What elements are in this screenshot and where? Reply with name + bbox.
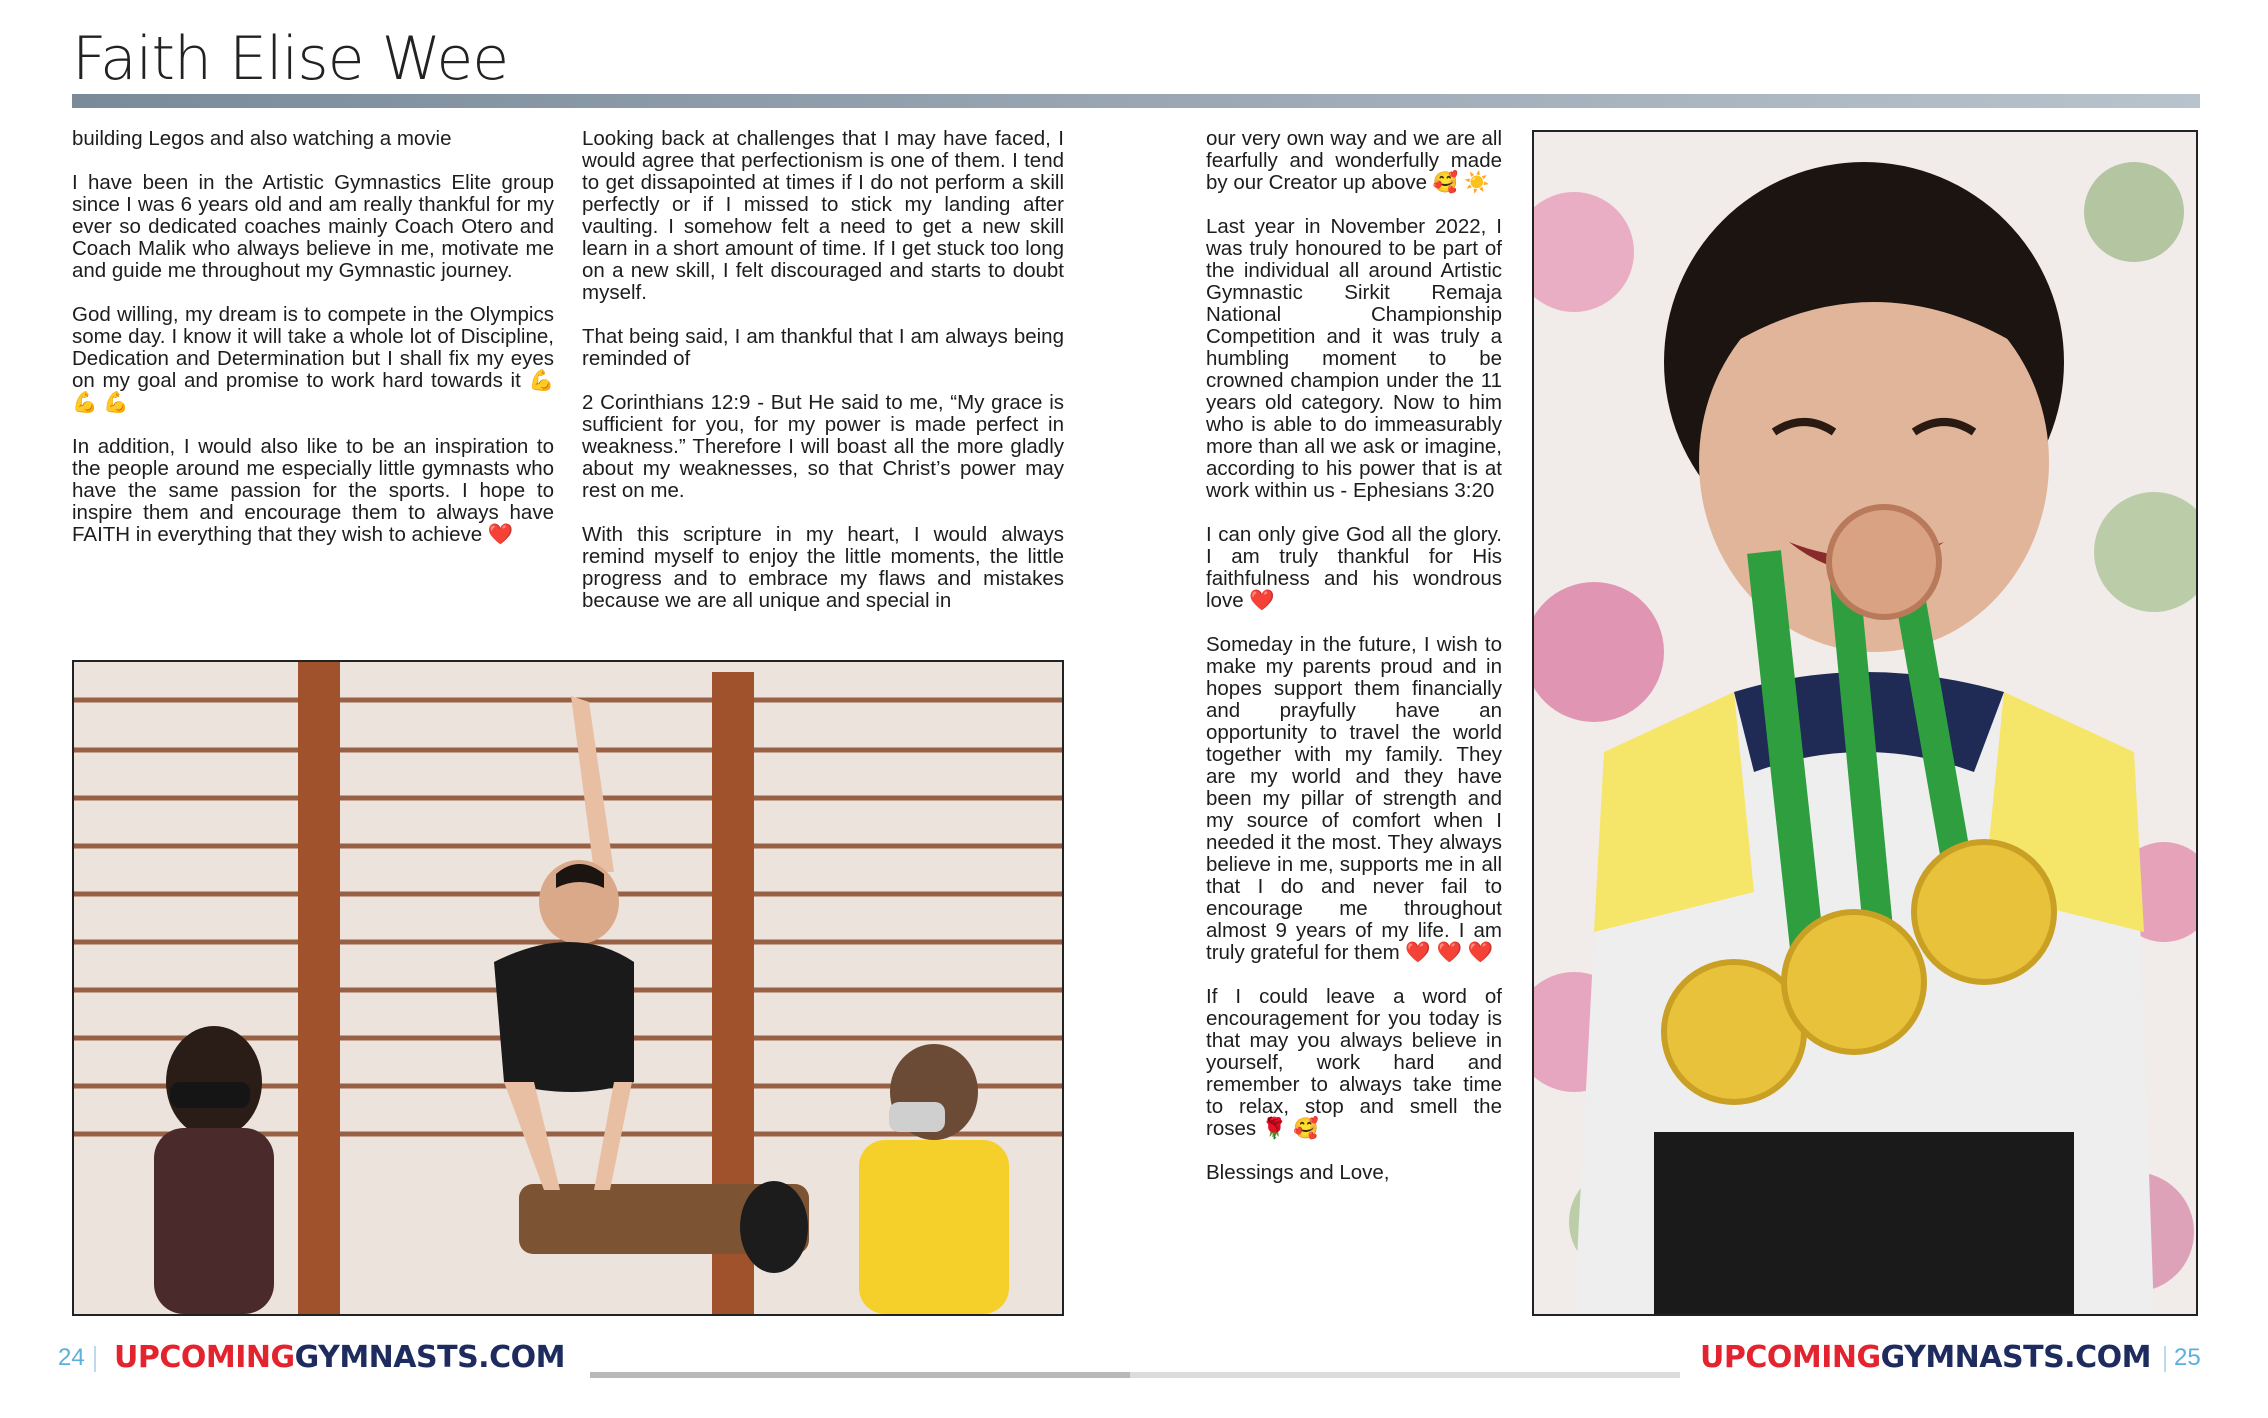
brand-part-gymnasts: GYMNASTS.COM (294, 1340, 565, 1375)
paragraph: 2 Corinthians 12:9 - But He said to me, “My grace is sufficient for you, for my power is made perfect in weakness.” Therefore I will boast all the more gladly about my weaknesses, so that Christ’s power may rest on me. (582, 391, 1064, 502)
text-column-2 (582, 128, 1064, 634)
paragraph: Blessings and Love, (1206, 1161, 1390, 1184)
page-number-separator (94, 1346, 96, 1372)
paragraph: That being said, I am thankful that I am always being reminded of (582, 325, 1064, 370)
paragraph: our very own way and we are all fearfully and wonderfully made by our Creator up above 🥰 ☀️ (1206, 127, 1502, 194)
girl-with-medals-photo (1532, 130, 2198, 1316)
paragraph: Someday in the future, I wish to make my parents proud and in hopes support them financially and prayfully have an opportunity to travel the world together with my family. They are my world and they have been my pillar of strength and my source of comfort when I needed it the most. They always believe in me, supports me in all that I do and never fail to encourage me throughout almost 9 years of my life. I am truly grateful for them ❤️ ❤️ ❤️ (1206, 633, 1502, 964)
title-divider (72, 94, 2200, 108)
paragraph: In addition, I would also like to be an inspiration to the people around me especially little gymnasts who have the same passion for the sports. I hope to inspire them and encourage them to always have FAITH in everything that they wish to achieve ❤️ (72, 435, 554, 546)
brand-part-upcoming: UPCOMING (1700, 1340, 1881, 1375)
paragraph: Last year in November 2022, I was truly honoured to be part of the individual all around Artistic Gymnastic Sirkit Remaja National Championship Competition and it was truly a humbling moment to be crowned champion under the 11 years old category. Now to him who is able to do immeasurably more than all we ask or imagine, according to his power that is at work within us - Ephesians 3:20 (1206, 215, 1502, 502)
horizontal-scrollbar[interactable] (590, 1372, 1680, 1378)
brand-part-upcoming: UPCOMING (114, 1340, 295, 1375)
gymnast-vault-photo (72, 660, 1064, 1316)
paragraph: building Legos and also watching a movie (72, 127, 452, 150)
paragraph: God willing, my dream is to compete in the Olympics some day. I know it will take a whole lot of Discipline, Dedication and Determination but I shall fix my eyes on my goal and promise to work hard towards it 💪 💪 💪 (72, 303, 554, 414)
brand-wordmark-left (114, 1340, 565, 1375)
brand-wordmark-right (1700, 1340, 2151, 1375)
paragraph: I have been in the Artistic Gymnastics Elite group since I was 6 years old and am really thankful for my ever so dedicated coaches mainly Coach Otero and Coach Malik who always believe in me, motivate me and guide me throughout my Gymnastic journey. (72, 171, 554, 282)
girl-with-medals-illustration (1534, 132, 2196, 1314)
brand-part-gymnasts: GYMNASTS.COM (1880, 1340, 2151, 1375)
paragraph: Looking back at challenges that I may have faced, I would agree that perfectionism is one of them. I tend to get dissapointed at times if I do not perform a skill perfectly or if I missed to stick my landing after vaulting. I somehow felt a need to get a new skill learn in a short amount of time. If I get stuck too long on a new skill, I felt discouraged and starts to doubt myself. (582, 127, 1064, 304)
article-title: Faith Elise Wee (72, 24, 509, 94)
gymnast-vault-illustration (74, 662, 1062, 1314)
paragraph: With this scripture in my heart, I would always remind myself to enjoy the little moments, the little progress and to embrace my flaws and mistakes because we are all unique and special in (582, 523, 1064, 612)
text-column-3 (1206, 128, 1502, 1206)
paragraph: I can only give God all the glory. I am truly thankful for His faithfulness and his wondrous love ❤️ (1206, 523, 1502, 612)
text-column-1 (72, 128, 554, 568)
page-number-separator (2164, 1346, 2166, 1372)
page-number-left: 24 (58, 1344, 85, 1371)
scrollbar-thumb[interactable] (590, 1372, 1130, 1378)
paragraph: If I could leave a word of encouragement for you today is that may you always believe in yourself, work hard and remember to always take time to relax, stop and smell the roses 🌹 🥰 (1206, 985, 1502, 1140)
page-number-right: 25 (2174, 1344, 2201, 1371)
